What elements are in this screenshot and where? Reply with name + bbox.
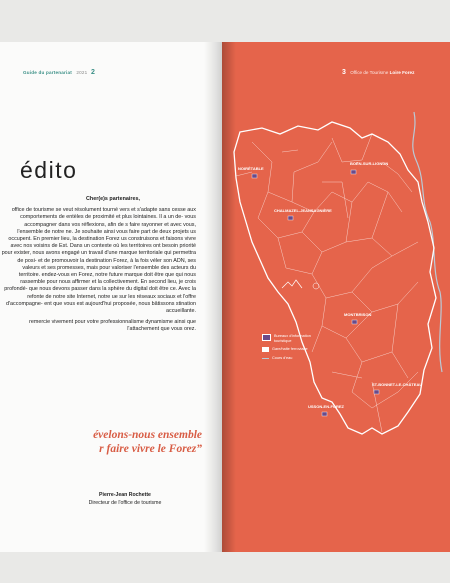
label-boen: BOËN-SUR-LIGNON (350, 161, 389, 166)
legend-label: Gare/halte ferroviaire (272, 347, 308, 352)
compass-icon (313, 283, 319, 289)
left-page-number: 2 (90, 69, 96, 76)
edito-body (0, 196, 196, 338)
territory-outline (234, 122, 436, 434)
right-page-number: 3 (342, 69, 346, 76)
legend-swatch-gare (262, 347, 269, 352)
label-noiretable: NOIRÉTABLE (238, 166, 264, 171)
quote-line-1: évelons-nous ensemble (93, 429, 202, 441)
guide-year: 2021 (76, 70, 88, 75)
pull-quote (0, 428, 202, 456)
page-title: édito (20, 157, 78, 183)
bureau-marker-stbonnet (374, 390, 379, 394)
bureau-markers (252, 170, 379, 416)
label-montbrison: MONTBRISON (344, 312, 372, 317)
territory-map (222, 42, 450, 552)
bureau-marker-montbrison (352, 320, 357, 324)
signature-name: Pierre-Jean Rochette (99, 492, 151, 498)
legend-item (262, 334, 318, 343)
legend-swatch-bureau (262, 334, 271, 341)
left-page-header (23, 69, 95, 76)
mountain-icon (282, 280, 302, 288)
greeting: Cher(e)s partenaires, (86, 196, 140, 202)
paragraph-1: office de tourisme se veut résolument tourné vers et s'adapte sans cesse aux comportements de entèles de proximité et plus lointaines. Il a un de- vous accompagner dans vos réflexions, afin de s faire rayonner et avec vous, l'ensemble de notre ne. Je souhaite ainsi vous faire part de deux projets us occupent. En premier lieu, la destination Forez us construisons et faisons vivre avec nos voisins de Est. Dans un contexte où les territoires ont besoin priorité pour exister, nous avons engagé un travail d'une marque territoriale qui permettra de posi- et de promouvoir la destination Forez, à la fois véler son ADN, ses valeurs et ses promesses, mais pour valoriser l'ensemble des acteurs du territoire. endez-vous en Forez, notre future marque doit être que qui nous rassemble pour nous affirmer et la collectivement. En second lieu, je crois profondé- que nous devons passer dans la sphère du digital doit être ce. Avec la refonte de notre site Internet, notre ue sur les réseaux sociaux et l'offre d'accompagne- ent que vous est aujourd'hui proposée, nous bâtissons stination accueillante. (1, 207, 196, 315)
legend-item (262, 347, 318, 352)
legend-swatch-river (262, 358, 269, 359)
commune-boundaries (236, 134, 418, 432)
label-st-bonnet: ST-BONNET-LE-CHÂTEAU (372, 382, 423, 387)
signature-role: Directeur de l'office de tourisme (88, 500, 162, 506)
right-page (222, 42, 450, 552)
org-prefix: Office de Tourisme (350, 70, 389, 75)
label-chalmazel: CHALMAZEL-JEANSAGNIÈRE (274, 208, 332, 213)
legend-label: Bureaux d'information touristique (274, 334, 311, 343)
bureau-marker-boen (351, 170, 356, 174)
org-name: Loire Forez (389, 70, 415, 75)
bureau-marker-usson (322, 412, 327, 416)
label-usson: USSON-EN-FOREZ (308, 404, 344, 409)
brochure-spread (0, 42, 450, 552)
quote-line-2: r faire vivre le Forez” (99, 443, 202, 455)
signature (60, 492, 190, 506)
paragraph-2: remercie vivement pour votre professionnalisme dynamisme ainsi que l'attachement que vous orez. (29, 319, 196, 333)
map-legend (262, 334, 318, 365)
legend-item (262, 356, 318, 361)
legend-label: Cours d'eau (272, 356, 293, 361)
bureau-marker-chalmazel (288, 216, 293, 220)
bureau-marker-noiretable (252, 174, 257, 178)
river-line (413, 112, 442, 372)
guide-title: Guide du partenariat (23, 70, 72, 75)
left-page (0, 42, 222, 552)
